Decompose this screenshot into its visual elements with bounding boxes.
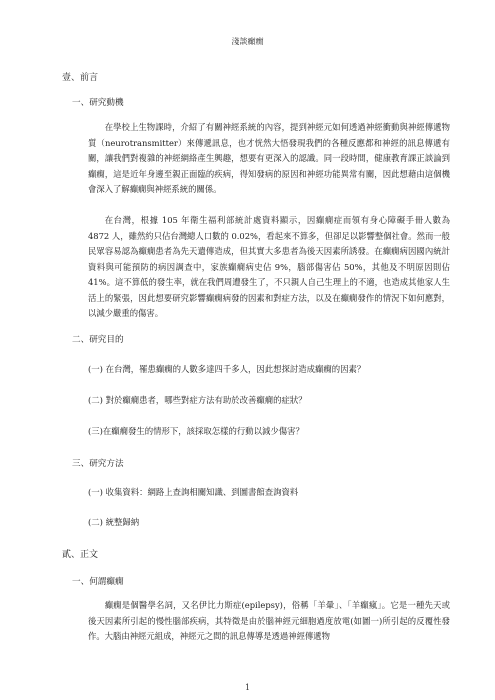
method-item-1: (一) 收集資料：網路上查詢相關知識、到圖書館查詢資料 [88,487,299,497]
section-heading-body: 貳、正文 [62,550,99,560]
motive-paragraph-2: 在台灣，根據 105 年衛生福利部統計處資料顯示，因癲癇症而領有身心障礙手冊人數為 4872 人，雖然約只佔台灣總人口數的 0.02%，看起來不算多，但卻足以影響整個社會。然而一般民眾容易認為癲癇患者為先天遺傳造成，但其實大多患者為後天因素所誘發。在癲癇病因國內統計資料與可能預防的病因調查中，家族癲癇病史佔 9%，腦部傷害佔 50%，其他及不明原因則佔 41%。這不算低的發生率，就在我們周遭發生了，不只親人自己生理上的不適，也造成其他家人生活上的緊張，因此想要研究影響癲癇病發的因素和對症方法，以及在癲癇發作的情況下如何應對，以減少嚴重的傷害。 [88,215,450,318]
method-item-2: (二) 統整歸納 [88,517,140,527]
subsection-heading-purpose: 二、研究目的 [72,335,124,345]
subsection-heading-what-is-epilepsy: 一、何謂癲癇 [72,577,124,587]
subsection-heading-method: 三、研究方法 [72,459,124,469]
purpose-item-2: (二) 對於癲癇患者，哪些對症方法有助於改善癲癇的症狀？ [88,395,307,405]
purpose-item-1: (一) 在台灣，罹患癲癇的人數多達四千多人，因此想探討造成癲癇的因素？ [88,364,366,374]
section-heading-preface: 壹、前言 [62,73,99,83]
running-header: 淺談癲癇 [231,37,264,46]
epilepsy-paragraph-1: 癲癇是個醫學名詞，又名伊比力斯症(epilepsy)，俗稱「羊暈」、「羊癲瘋」。它是一種先天或後天因素所引起的慢性腦部疾病，其特徵是由於腦神經元細胞過度放電(如圖一)所引起的反覆性發作。大腦由神經元組成，神經元之間的訊息傳導是透過神經傳遞物 [88,600,450,641]
purpose-item-3: (三)在癲癇發生的情形下，該採取怎樣的行動以減少傷害？ [88,426,304,436]
motive-paragraph-1: 在學校上生物課時，介紹了有關神經系統的內容，提到神經元如何透過神經衝動與神經傳遞物質（neurotransmitter）來傳遞訊息，也才恍然大悟發現我們的各種反應都和神經的訊息傳遞有關，讓我們對複雜的神經網絡產生興趣，想要有更深入的認識。同一段時間，健康教育課正談論到癲癇，這是近年身邊至親正面臨的疾病，得知發病的原因和神經功能異常有關，因此想藉由這個機會深入了解癲癇與神經系統的關係。 [88,122,450,194]
subsection-heading-motive: 一、研究動機 [72,98,124,108]
page-number: 1 [244,683,251,692]
